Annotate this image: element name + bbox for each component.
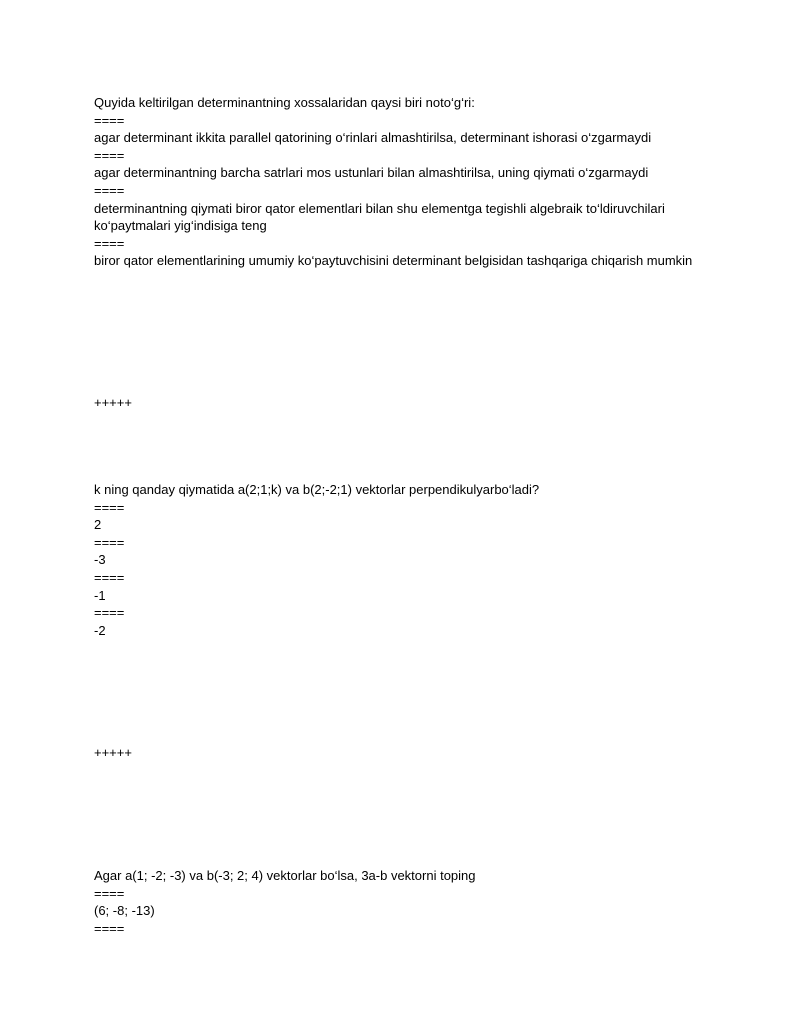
- separator: ====: [94, 534, 125, 550]
- answer-option: -3: [94, 552, 106, 568]
- question-block-1: [94, 94, 704, 270]
- question-divider: [94, 744, 704, 762]
- separator: ====: [94, 499, 125, 515]
- question-text: Quyida keltirilgan determinantning xossalaridan qaysi biri noto‘g‘ri:: [94, 95, 475, 110]
- answer-option: 2: [94, 517, 102, 533]
- answer-option: determinantning qiymati biror qator elementlari bilan shu elementga tegishli algebraik to‘ldiruvchilari ko‘paytmalari yig‘indisiga teng: [94, 200, 669, 234]
- divider-text: +++++: [94, 395, 132, 410]
- question-block-3: [94, 867, 704, 937]
- separator: ====: [94, 112, 125, 128]
- separator: ====: [94, 920, 125, 936]
- separator: ====: [94, 605, 125, 621]
- separator: ====: [94, 147, 125, 163]
- answer-option: agar determinantning barcha satrlari mos ustunlari bilan almashtirilsa, uning qiymati o‘zgarmaydi: [94, 165, 649, 181]
- answer-option: -1: [94, 587, 106, 603]
- answer-option: (6; -8; -13): [94, 903, 155, 919]
- question-divider: [94, 394, 704, 412]
- separator: ====: [94, 235, 125, 251]
- divider-text: +++++: [94, 745, 132, 760]
- answer-option: biror qator elementlarining umumiy ko‘paytuvchisini determinant belgisidan tashqariga chiqarish mumkin: [94, 253, 693, 269]
- question-block-2: [94, 481, 704, 639]
- answer-option: agar determinant ikkita parallel qatorining o‘rinlari almashtirilsa, determinant ishorasi o‘zgarmaydi: [94, 130, 652, 146]
- separator: ====: [94, 569, 125, 585]
- separator: ====: [94, 182, 125, 198]
- separator: ====: [94, 885, 125, 901]
- question-text: k ning qanday qiymatida a(2;1;k) va b(2;-2;1) vektorlar perpendikulyarbo‘ladi?: [94, 482, 540, 497]
- question-text: Agar a(1; -2; -3) va b(-3; 2; 4) vektorlar bo‘lsa, 3a-b vektorni toping: [94, 868, 476, 883]
- answer-option: -2: [94, 622, 106, 638]
